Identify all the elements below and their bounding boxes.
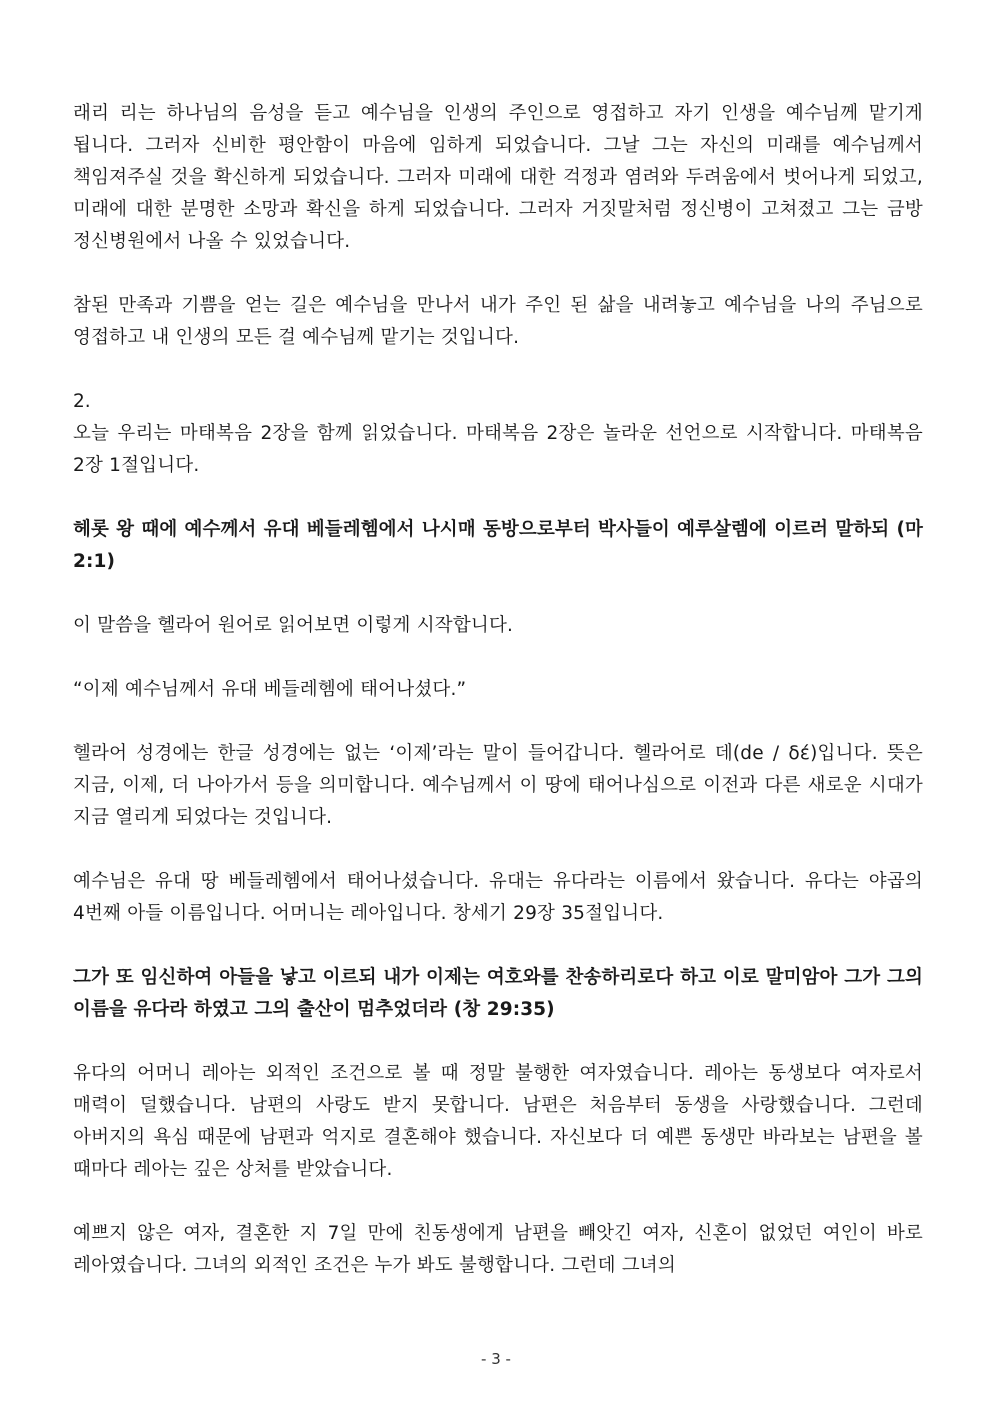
paragraph-gap: [73, 930, 923, 962]
paragraph-de-meaning: 헬라어 성경에는 한글 성경에는 없는 ‘이제’라는 말이 들어갑니다. 헬라어로 데(de / δέ)입니다. 뜻은 지금, 이제, 더 나아가서 등을 의미합니다. 예수님께서 이 땅에 태어나심으로 이전과 다른 새로운 시대가 지금 열리게 되었다는 것입니다.: [73, 743, 923, 828]
paragraph-gap: [73, 482, 923, 514]
paragraph-gap: [73, 354, 923, 386]
paragraph-gap: [73, 1186, 923, 1218]
paragraph-leah-unhappy: 유다의 어머니 레아는 외적인 조건으로 볼 때 정말 불행한 여자였습니다. 레아는 동생보다 여자로서 매력이 덜했습니다. 남편의 사랑도 받지 못합니다. 남편은 처음부터 동생을 사랑했습니다. 그런데 아버지의 욕심 때문에 남편과 억지로 결혼해야 했습니다. 자신보다 더 예쁜 동생만 바라보는 남편을 볼 때마다 레아는 깊은 상처를 받았습니다.: [73, 1063, 923, 1180]
scripture-quote-matthew: 헤롯 왕 때에 예수께서 유대 베들레헴에서 나시매 동방으로부터 박사들이 예루살렘에 이르러 말하되 (마 2:1): [73, 519, 923, 572]
paragraph-larry-lee: 래리 리는 하나님의 음성을 듣고 예수님을 인생의 주인으로 영접하고 자기 인생을 예수님께 맡기게 됩니다. 그러자 신비한 평안함이 마음에 임하게 되었습니다. 그날 그는 자신의 미래를 예수님께서 책임져주실 것을 확신하게 되었습니다. 그러자 미래에 대한 걱정과 염려와 두려움에서 벗어나게 되었고, 미래에 대한 분명한 소망과 확신을 하게 되었습니다. 그러자 거짓말처럼 정신병이 고쳐졌고 그는 금방 정신병원에서 나올 수 있었습니다.: [73, 103, 923, 252]
paragraph-gap: [73, 834, 923, 866]
paragraph-gap: [73, 578, 923, 610]
paragraph-judah-origin: 예수님은 유대 땅 베들레헴에서 태어나셨습니다. 유대는 유다라는 이름에서 왔습니다. 유다는 야곱의 4번째 아들 이름입니다. 어머니는 레아입니다. 창세기 29장 35절입니다.: [73, 871, 923, 924]
paragraph-gap: [73, 642, 923, 674]
paragraph-gap: [73, 706, 923, 738]
paragraph-matthew-intro: 오늘 우리는 마태복음 2장을 함께 읽었습니다. 마태복음 2장은 놀라운 선언으로 시작합니다. 마태복음 2장 1절입니다.: [73, 423, 923, 476]
paragraph-leah-conditions: 예쁘지 않은 여자, 결혼한 지 7일 만에 친동생에게 남편을 빼앗긴 여자, 신혼이 없었던 여인이 바로 레아였습니다. 그녀의 외적인 조건은 누가 봐도 불행합니다. 그런데 그녀의: [73, 1223, 923, 1276]
paragraph-greek-translation: “이제 예수님께서 유대 베들레헴에 태어나셨다.”: [73, 679, 467, 700]
paragraph-gap: [73, 258, 923, 290]
page-number: - 3 -: [481, 1350, 511, 1368]
paragraph-true-joy: 참된 만족과 기쁨을 얻는 길은 예수님을 만나서 내가 주인 된 삶을 내려놓고 예수님을 나의 주님으로 영접하고 내 인생의 모든 걸 예수님께 맡기는 것입니다.: [73, 295, 923, 348]
scripture-quote-genesis: 그가 또 임신하여 아들을 낳고 이르되 내가 이제는 여호와를 찬송하리로다 하고 이로 말미암아 그가 그의 이름을 유다라 하였고 그의 출산이 멈추었더라 (창 29:35): [73, 967, 923, 1020]
document-page: [73, 98, 923, 1282]
section-number: 2.: [73, 391, 91, 412]
paragraph-gap: [73, 1026, 923, 1058]
paragraph-greek-reading: 이 말씀을 헬라어 원어로 읽어보면 이렇게 시작합니다.: [73, 615, 514, 636]
